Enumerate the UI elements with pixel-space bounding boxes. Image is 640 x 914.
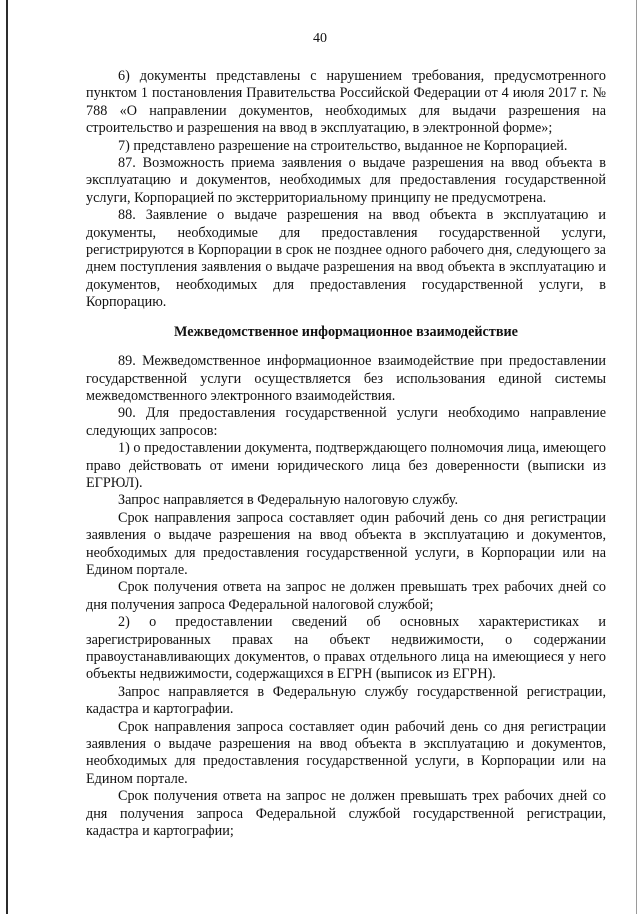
document-body xyxy=(86,68,606,840)
scan-edge-shadow xyxy=(6,0,8,914)
paragraph-request-rosreestr: Запрос направляется в Федеральную службу государственной регистрации, кадастра и картографии. xyxy=(86,683,606,718)
paragraph-send-term-2: Срок направления запроса составляет один рабочий день со дня регистрации заявления о выдаче разрешения на ввод объекта в эксплуатацию и документов, необходимых для предоставления государственной услуги, в Корпорации или на Едином портале. xyxy=(86,718,606,787)
paragraph-89: 89. Межведомственное информационное взаимодействие при предоставлении государственной услуги осуществляется без использования единой системы межведомственного электронного взаимодействия. xyxy=(86,353,606,404)
paragraph-87: 87. Возможность приема заявления о выдаче разрешения на ввод объекта в эксплуатацию и документов, необходимых для предоставления государственной услуги, Корпорацией по экстерриториальному принципу не предусмотрена. xyxy=(86,155,606,206)
paragraph-88: 88. Заявление о выдаче разрешения на ввод объекта в эксплуатацию и документы, необходимые для предоставления государственной услуги, регистрируются в Корпорации в срок не позднее одного рабочего дня, следующего за днем поступления заявления о выдаче разрешения на ввод объекта в эксплуатацию и документов, необходимых для предоставления государственной услуги, в Корпорацию. xyxy=(86,207,606,311)
paragraph-response-term-2: Срок получения ответа на запрос не должен превышать трех рабочих дней со дня получения запроса Федеральной службой государственной регистрации, кадастра и картографии; xyxy=(86,788,606,840)
scan-edge-line xyxy=(636,0,637,914)
paragraph-90-item-1: 1) о предоставлении документа, подтверждающего полномочия лица, имеющего право действовать от имени юридического лица без доверенности (выписки из ЕГРЮЛ). xyxy=(86,440,606,491)
section-heading: Межведомственное информационное взаимодействие xyxy=(174,323,518,340)
paragraph-response-term-1: Срок получения ответа на запрос не должен превышать трех рабочих дней со дня получения запроса Федеральной налоговой службой; xyxy=(86,579,606,613)
paragraph-item-6: 6) документы представлены с нарушением требования, предусмотренного пунктом 1 постановления Правительства Российской Федерации от 4 июля 2017 г. № 788 «О направлении документов, необходимых для выдачи разрешения на строительство и разрешения на ввод в эксплуатацию, в электронной форме»; xyxy=(86,68,606,137)
paragraph-item-7: 7) представлено разрешение на строительство, выданное не Корпорацией. xyxy=(118,137,568,154)
paragraph-send-term-1: Срок направления запроса составляет один рабочий день со дня регистрации заявления о выдаче разрешения на ввод объекта в эксплуатацию и документов, необходимых для предоставления государственной услуги, в Корпорации или на Едином портале. xyxy=(86,509,606,578)
page-number: 40 xyxy=(313,31,327,46)
paragraph-90-item-2: 2) о предоставлении сведений об основных характеристиках и зарегистрированных правах на объект недвижимости, о содержании правоустанавливающих документов, о правах отдельного лица на имеющиеся у него объекты недвижимости, содержащихся в ЕГРН (выписок из ЕГРН). xyxy=(86,614,606,683)
paragraph-90: 90. Для предоставления государственной услуги необходимо направление следующих запросов: xyxy=(86,405,606,439)
paragraph-request-fns: Запрос направляется в Федеральную налоговую службу. xyxy=(118,492,459,509)
